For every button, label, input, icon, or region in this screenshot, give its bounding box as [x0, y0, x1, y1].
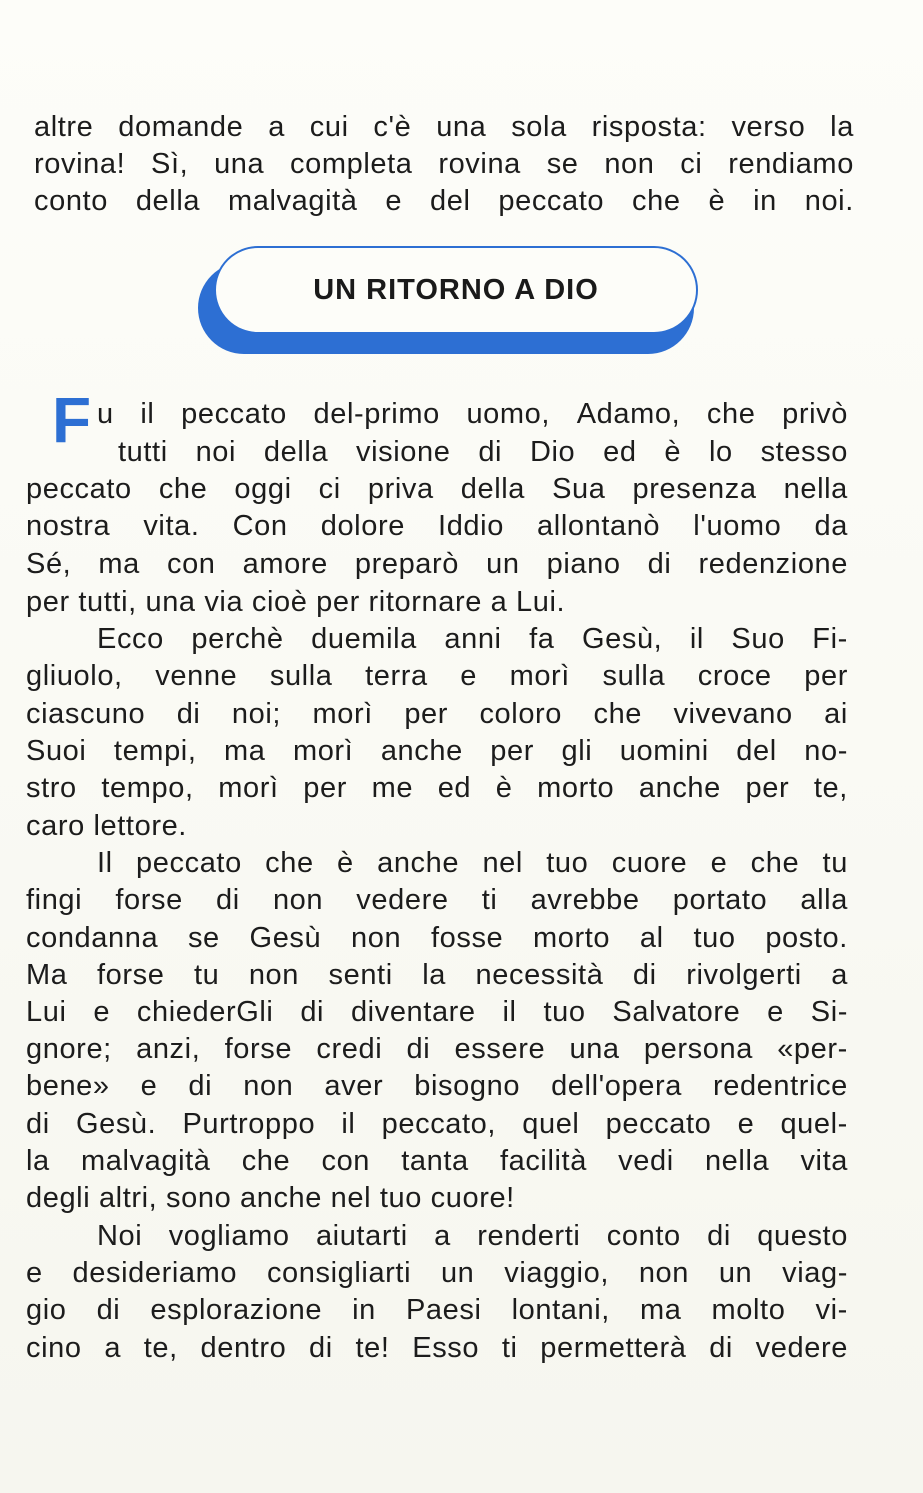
- word: di: [188, 1070, 213, 1102]
- word: ci: [680, 148, 703, 180]
- word: u: [97, 398, 114, 430]
- word: Dio: [529, 436, 576, 468]
- word: conto: [606, 1220, 681, 1252]
- word: in: [753, 185, 777, 217]
- word: aver: [324, 1070, 384, 1102]
- word: cuore!: [430, 1182, 515, 1214]
- text-line: [26, 508, 848, 545]
- word: per: [26, 586, 70, 618]
- word: non: [248, 959, 300, 991]
- text-line: [26, 1255, 848, 1292]
- word: la: [26, 1145, 50, 1177]
- word: forse: [115, 884, 183, 916]
- word: preparò: [354, 548, 460, 580]
- word: un: [718, 1257, 753, 1289]
- word: anni: [444, 623, 502, 655]
- text-line: [26, 770, 848, 807]
- word: che: [593, 698, 643, 730]
- word: fa: [529, 623, 555, 655]
- word: completa: [290, 148, 413, 180]
- word: ma: [223, 735, 266, 767]
- word: Il: [97, 847, 113, 879]
- word: di: [709, 1332, 733, 1364]
- word: non: [272, 884, 324, 916]
- word: esplorazione: [150, 1294, 323, 1326]
- word: Ecco: [97, 623, 164, 655]
- word: per: [804, 660, 848, 692]
- word: del-primo: [313, 398, 440, 430]
- word: a: [831, 959, 848, 991]
- word: ai: [824, 698, 848, 730]
- word: una: [436, 111, 487, 143]
- word: il: [689, 623, 704, 655]
- word: a: [268, 111, 285, 143]
- text-line: [26, 696, 848, 733]
- text-line: [26, 808, 187, 845]
- text-line: [26, 1330, 848, 1367]
- word: in: [352, 1294, 376, 1326]
- word: della: [263, 436, 329, 468]
- word: cui: [309, 111, 349, 143]
- word: morto: [537, 772, 615, 804]
- word: Adamo,: [576, 398, 681, 430]
- word: senti: [328, 959, 393, 991]
- word: oggi: [234, 473, 292, 505]
- word: di: [478, 436, 503, 468]
- word: rivolgerti: [686, 959, 802, 991]
- word: venne: [155, 660, 238, 692]
- word: posto.: [765, 922, 848, 954]
- word: ed: [603, 436, 637, 468]
- word: ciascuno: [26, 698, 146, 730]
- word: di: [406, 1033, 431, 1065]
- word: di: [632, 959, 657, 991]
- word: Esso: [412, 1332, 480, 1364]
- word: tutti,: [78, 586, 137, 618]
- word: avrebbe: [530, 884, 640, 916]
- text-line: [34, 146, 854, 183]
- word: noi: [195, 436, 237, 468]
- text-line: [26, 546, 848, 583]
- word: tanta: [401, 1145, 469, 1177]
- word: Suo: [731, 623, 785, 655]
- word: dell'opera: [551, 1070, 682, 1102]
- word: noi.: [804, 185, 854, 217]
- text-line: [26, 584, 565, 621]
- word: nella: [783, 473, 848, 505]
- word: una: [214, 148, 265, 180]
- word: chiederGli: [136, 996, 274, 1028]
- word: di: [647, 548, 672, 580]
- word: a: [490, 586, 508, 618]
- word: Fi-: [812, 623, 848, 655]
- word: conto: [34, 185, 108, 217]
- word: tempo,: [101, 772, 194, 804]
- word: Paesi: [405, 1294, 482, 1326]
- word: gio: [26, 1294, 67, 1326]
- word: malvagità: [80, 1145, 211, 1177]
- word: non: [243, 1070, 294, 1102]
- word: al: [639, 922, 664, 954]
- text-line: [26, 658, 848, 695]
- word: verso: [731, 111, 806, 143]
- word: privò: [782, 398, 848, 430]
- word: Gesù,: [581, 623, 663, 655]
- word: peccato: [605, 1108, 712, 1140]
- word: l'uomo: [693, 510, 782, 542]
- word: e: [460, 660, 477, 692]
- word: e: [93, 996, 111, 1028]
- word: nel: [330, 1182, 372, 1214]
- word: via: [204, 586, 244, 618]
- word: una: [145, 586, 196, 618]
- word: no-: [804, 735, 848, 767]
- text-line: [26, 1031, 848, 1068]
- word: fosse: [430, 922, 504, 954]
- word: me: [371, 772, 414, 804]
- word: per: [490, 735, 535, 767]
- word: Lui: [26, 996, 67, 1028]
- word: Noi: [97, 1220, 143, 1252]
- text-line: [34, 109, 854, 146]
- word: Si-: [810, 996, 848, 1028]
- text-line: [34, 183, 854, 220]
- word: forse: [96, 959, 165, 991]
- word: peccato: [181, 398, 287, 430]
- text-line: [118, 434, 848, 471]
- word: per: [745, 772, 790, 804]
- word: fingi: [26, 884, 83, 916]
- word: dolore: [320, 510, 405, 542]
- word: sola: [511, 111, 567, 143]
- word: Ma: [26, 959, 68, 991]
- word: anche: [377, 847, 460, 879]
- word: è: [337, 847, 354, 879]
- word: con: [321, 1145, 371, 1177]
- word: se: [187, 922, 220, 954]
- word: permetterà: [540, 1332, 687, 1364]
- word: uomo,: [466, 398, 551, 430]
- word: e: [385, 185, 403, 217]
- word: lontani,: [511, 1294, 610, 1326]
- word: ritornare: [368, 586, 482, 618]
- word: bene»: [26, 1070, 110, 1102]
- word: vivevano: [673, 698, 793, 730]
- word: e: [767, 996, 784, 1028]
- word: tuo: [546, 847, 589, 879]
- word: renderti: [477, 1220, 581, 1252]
- word: morì: [312, 698, 373, 730]
- word: tuo: [379, 1182, 422, 1214]
- word: del: [429, 185, 471, 217]
- word: facilità: [499, 1145, 587, 1177]
- word: noi;: [231, 698, 282, 730]
- word: vedere: [356, 884, 449, 916]
- word: e: [737, 1108, 755, 1140]
- word: persona: [643, 1033, 753, 1065]
- word: ti: [501, 1332, 518, 1364]
- word: essere: [454, 1033, 546, 1065]
- word: Con: [232, 510, 288, 542]
- word: che: [265, 847, 314, 879]
- word: che: [706, 398, 756, 430]
- word: nella: [704, 1145, 770, 1177]
- word: gliuolo,: [26, 660, 123, 692]
- text-line: [97, 1218, 848, 1255]
- word: ci: [318, 473, 341, 505]
- word: tuo: [543, 996, 586, 1028]
- word: è: [708, 185, 726, 217]
- word: del: [736, 735, 777, 767]
- word: credi: [316, 1033, 383, 1065]
- word: di: [707, 1220, 731, 1252]
- word: ma: [639, 1294, 682, 1326]
- word: degli: [26, 1182, 91, 1214]
- word: che: [158, 473, 208, 505]
- word: ma: [98, 548, 140, 580]
- word: anche: [638, 772, 721, 804]
- word: stro: [26, 772, 77, 804]
- word: quel: [522, 1108, 580, 1140]
- word: Sé,: [26, 548, 72, 580]
- word: Purtroppo: [182, 1108, 316, 1140]
- word: cuore: [611, 847, 688, 879]
- text-line: [26, 1180, 515, 1217]
- word: tempi,: [113, 735, 197, 767]
- word: anche: [239, 1182, 322, 1214]
- word: tutti: [118, 436, 168, 468]
- word: c'è: [373, 111, 412, 143]
- section-heading-badge: [198, 246, 704, 358]
- word: gli: [561, 735, 593, 767]
- word: gnore;: [26, 1033, 112, 1065]
- drop-cap: F: [52, 384, 92, 456]
- word: Gesù: [249, 922, 322, 954]
- word: il: [502, 996, 517, 1028]
- word: croce: [697, 660, 772, 692]
- word: Suoi: [26, 735, 87, 767]
- word: aiutarti: [315, 1220, 408, 1252]
- word: quel-: [780, 1108, 848, 1140]
- word: ed: [437, 772, 472, 804]
- word: di: [176, 698, 201, 730]
- word: te,: [813, 772, 848, 804]
- heading-pill: [214, 246, 698, 334]
- word: bisogno: [414, 1070, 521, 1102]
- word: visione: [356, 436, 451, 468]
- word: sulla: [269, 660, 333, 692]
- text-line: [26, 920, 848, 957]
- word: ti: [481, 884, 498, 916]
- word: presenza: [632, 473, 757, 505]
- word: dentro: [200, 1332, 287, 1364]
- word: Sua: [552, 473, 606, 505]
- word: per: [316, 586, 360, 618]
- word: te,: [143, 1332, 178, 1364]
- word: molto: [711, 1294, 786, 1326]
- word: una: [569, 1033, 620, 1065]
- word: sulla: [602, 660, 666, 692]
- word: amore: [242, 548, 328, 580]
- word: di: [309, 1332, 333, 1364]
- word: condanna: [26, 922, 159, 954]
- word: domande: [118, 111, 244, 143]
- word: con: [166, 548, 216, 580]
- word: della: [135, 185, 201, 217]
- word: malvagità: [227, 185, 358, 217]
- word: necessità: [475, 959, 604, 991]
- word: nostra: [26, 510, 111, 542]
- text-line: [26, 1292, 848, 1329]
- text-line: [26, 1106, 848, 1143]
- word: il: [140, 398, 155, 430]
- word: desideriamo: [72, 1257, 238, 1289]
- word: stesso: [760, 436, 848, 468]
- word: vedi: [618, 1145, 674, 1177]
- word: è: [664, 436, 682, 468]
- word: portato: [672, 884, 768, 916]
- word: caro: [26, 810, 85, 842]
- word: di: [96, 1294, 121, 1326]
- word: tu: [822, 847, 848, 879]
- word: risposta:: [591, 111, 707, 143]
- word: Sì,: [151, 148, 189, 180]
- word: questo: [757, 1220, 848, 1252]
- word: se: [546, 148, 579, 180]
- word: Salvatore: [612, 996, 741, 1028]
- word: viag-: [782, 1257, 848, 1289]
- word: consigliarti: [266, 1257, 412, 1289]
- word: coloro: [479, 698, 563, 730]
- word: di: [26, 1108, 50, 1140]
- word: morì: [509, 660, 570, 692]
- word: morto: [533, 922, 611, 954]
- word: redenzione: [698, 548, 848, 580]
- text-line: [26, 994, 848, 1031]
- word: piano: [546, 548, 621, 580]
- word: a: [104, 1332, 122, 1364]
- word: di: [300, 996, 325, 1028]
- word: per: [404, 698, 449, 730]
- word: tuo: [693, 922, 736, 954]
- word: un: [486, 548, 520, 580]
- word: vita.: [143, 510, 200, 542]
- text-line: [26, 1068, 848, 1105]
- text-line: [26, 733, 848, 770]
- word: lo: [708, 436, 733, 468]
- word: non: [351, 922, 402, 954]
- word: redentrice: [712, 1070, 848, 1102]
- text-line: [26, 957, 848, 994]
- word: da: [814, 510, 848, 542]
- word: viaggio,: [504, 1257, 609, 1289]
- word: e: [710, 847, 728, 879]
- word: peccato: [26, 473, 132, 505]
- word: alla: [800, 884, 848, 916]
- word: cino: [26, 1332, 82, 1364]
- word: peccato: [498, 185, 605, 217]
- word: morì: [218, 772, 279, 804]
- word: sono: [166, 1182, 232, 1214]
- word: che: [632, 185, 681, 217]
- word: «per-: [777, 1033, 848, 1065]
- text-line: [97, 621, 848, 658]
- word: vita: [800, 1145, 848, 1177]
- word: Lui.: [516, 586, 566, 618]
- word: anzi,: [136, 1033, 201, 1065]
- word: il: [341, 1108, 356, 1140]
- word: altre: [34, 111, 94, 143]
- word: è: [495, 772, 513, 804]
- text-line: [26, 1143, 848, 1180]
- word: priva: [367, 473, 434, 505]
- word: uomini: [619, 735, 709, 767]
- word: e: [26, 1257, 43, 1289]
- word: lettore.: [93, 810, 187, 842]
- section-heading: UN RITORNO A DIO: [313, 273, 599, 306]
- word: la: [830, 111, 854, 143]
- word: tu: [193, 959, 220, 991]
- word: di: [216, 884, 240, 916]
- text-line: [26, 882, 848, 919]
- word: forse: [224, 1033, 293, 1065]
- word: diventare: [350, 996, 476, 1028]
- text-line: [26, 471, 848, 508]
- word: duemila: [311, 623, 417, 655]
- word: della: [460, 473, 526, 505]
- word: e: [140, 1070, 158, 1102]
- word: vedere: [755, 1332, 848, 1364]
- text-line: [97, 396, 848, 433]
- word: peccato: [136, 847, 242, 879]
- word: non: [638, 1257, 689, 1289]
- word: terra: [365, 660, 428, 692]
- word: perchè: [191, 623, 284, 655]
- word: un: [440, 1257, 475, 1289]
- word: vi-: [815, 1294, 848, 1326]
- word: te!: [355, 1332, 390, 1364]
- word: vogliamo: [168, 1220, 290, 1252]
- word: per: [303, 772, 347, 804]
- word: Gesù.: [75, 1108, 157, 1140]
- word: cioè: [251, 586, 308, 618]
- word: che: [241, 1145, 291, 1177]
- word: a: [434, 1220, 451, 1252]
- word: allontanò: [537, 510, 661, 542]
- word: che: [750, 847, 800, 879]
- word: rendiamo: [728, 148, 854, 180]
- word: rovina: [438, 148, 521, 180]
- word: morì: [292, 735, 354, 767]
- word: altri,: [98, 1182, 158, 1214]
- word: nel: [482, 847, 523, 879]
- word: non: [604, 148, 655, 180]
- text-line: [97, 845, 848, 882]
- word: rovina!: [34, 148, 126, 180]
- word: Iddio: [438, 510, 504, 542]
- word: la: [422, 959, 447, 991]
- word: anche: [380, 735, 463, 767]
- word: peccato,: [381, 1108, 497, 1140]
